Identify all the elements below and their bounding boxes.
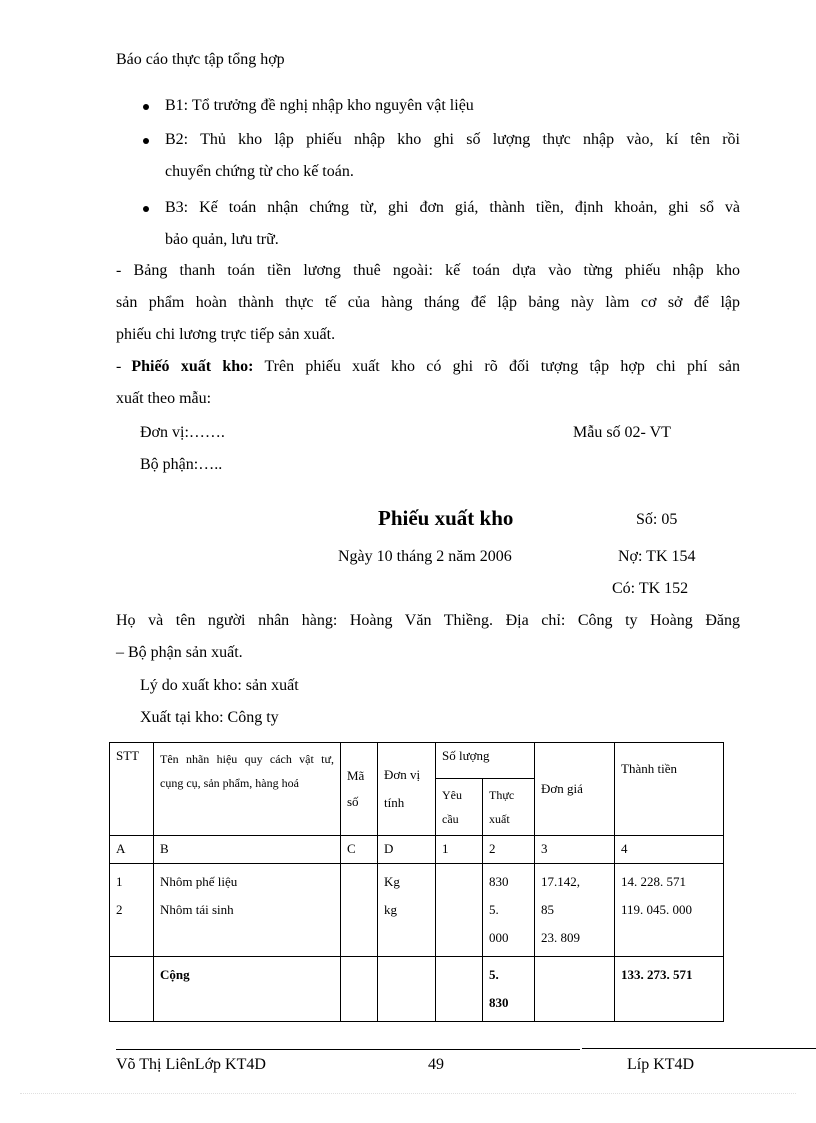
- price-2: 23. 809: [541, 930, 581, 945]
- form-number: Số: 05: [636, 511, 678, 528]
- amount-2: 119. 045. 000: [621, 902, 693, 917]
- total-stt: [110, 957, 154, 1022]
- bullet-item-b2-cont: chuyển chứng từ cho kế toán.: [165, 163, 354, 180]
- footer-rule-right: [582, 1048, 816, 1049]
- table-total-row: [110, 957, 724, 1022]
- bullet-icon: [143, 104, 149, 110]
- paragraph-wage-line1: - Bảng thanh toán tiền lương thuê ngoài: kế toán dựa vào từng phiếu nhập kho: [116, 262, 740, 279]
- header-requested: Yêu cầu: [436, 779, 483, 836]
- header-item-name: Tên nhãn hiệu quy cách vật tư, cụng cụ, sản phẩm, hàng hoá: [154, 743, 341, 836]
- header-stt: STT: [110, 743, 154, 836]
- cell-stt: [110, 864, 154, 957]
- header-amount: Thành tiền: [615, 743, 724, 836]
- export-warehouse: Xuất tại kho: Công ty: [140, 709, 279, 726]
- unit-2: kg: [384, 902, 397, 917]
- cell-amount: [615, 864, 724, 957]
- paragraph-wage-line2: sản phẩm hoàn thành thực tế của hàng tháng để lập bảng này làm cơ sở để lập: [116, 294, 740, 311]
- cell-requested: [436, 864, 483, 957]
- code-cell: 3: [535, 836, 615, 864]
- header-quantity: Số lượng: [436, 743, 535, 779]
- item-name-2: Nhôm tái sinh: [160, 902, 234, 917]
- report-header: Báo cáo thực tập tổng hợp: [116, 51, 285, 68]
- total-qty: [483, 957, 535, 1022]
- stt-2: 2: [116, 902, 123, 917]
- bullet-item-b3-cont: bảo quản, lưu trữ.: [165, 231, 279, 248]
- form-code: Mẫu số 02- VT: [573, 424, 671, 441]
- unit-1: Kg: [384, 874, 400, 889]
- code-cell: B: [154, 836, 341, 864]
- department-field: Bộ phận:…..: [140, 456, 223, 473]
- item-name-1: Nhôm phế liệu: [160, 874, 238, 889]
- footer-class: Líp KT4D: [627, 1056, 695, 1073]
- export-slip-term: Phiếó xuất kho:: [131, 358, 254, 375]
- cell-code: [341, 864, 378, 957]
- header-actual: Thực xuất: [483, 779, 535, 836]
- table-header-row: [110, 743, 724, 779]
- total-requested: [436, 957, 483, 1022]
- paragraph-export-line1: [116, 358, 740, 376]
- footer-rule-left: [116, 1049, 580, 1050]
- page-edge-dotline: [20, 1093, 796, 1094]
- total-qty-a: 5.: [489, 967, 499, 982]
- code-cell: C: [341, 836, 378, 864]
- qty-2b: 000: [489, 930, 509, 945]
- header-unit-price: Đơn giá: [535, 743, 615, 836]
- paragraph-wage-line3: phiếu chi lương trực tiếp sản xuất.: [116, 326, 336, 343]
- paragraph-export-text: [131, 358, 740, 376]
- export-slip-desc: Trên phiếu xuất kho có ghi rõ đối tượng tập hợp chi phí sản: [253, 358, 740, 375]
- total-code: [341, 957, 378, 1022]
- qty-1: 830: [489, 874, 509, 889]
- stt-1: 1: [116, 874, 123, 889]
- recipient-line1: Họ và tên người nhân hàng: Hoàng Văn Thiềng. Địa chỉ: Công ty Hoàng Đăng: [116, 612, 740, 629]
- cell-name: [154, 864, 341, 957]
- price-1b: 85: [541, 902, 555, 917]
- code-cell: 4: [615, 836, 724, 864]
- code-cell: 2: [483, 836, 535, 864]
- table-code-row: [110, 836, 724, 864]
- total-unit: [378, 957, 436, 1022]
- form-title: Phiếu xuất kho: [378, 506, 514, 530]
- bullet-item-b3: B3: Kế toán nhận chứng từ, ghi đơn giá, thành tiền, định khoản, ghi sổ và: [165, 199, 740, 216]
- total-amount: 133. 273. 571: [615, 957, 724, 1022]
- qty-2a: 5.: [489, 902, 499, 917]
- dash: -: [116, 358, 122, 375]
- header-unit: Đơn vị tính: [378, 743, 436, 836]
- code-cell: A: [110, 836, 154, 864]
- paragraph-export-line2: xuất theo mẫu:: [116, 390, 212, 407]
- cell-unit-price: [535, 864, 615, 957]
- export-reason: Lý do xuất kho: sản xuất: [140, 677, 299, 694]
- page-number: 49: [428, 1056, 444, 1073]
- unit-field: Đơn vị:…….: [140, 424, 225, 441]
- bullet-icon: [143, 138, 149, 144]
- debit-account: Nợ: TK 154: [618, 548, 696, 565]
- header-code: Mã số: [341, 743, 378, 836]
- code-cell: D: [378, 836, 436, 864]
- amount-1: 14. 228. 571: [621, 874, 687, 889]
- export-slip-table: [109, 742, 724, 1022]
- code-cell: 1: [436, 836, 483, 864]
- bullet-item-b2: B2: Thủ kho lập phiếu nhập kho ghi số lượng thực nhập vào, kí tên rồi: [165, 131, 740, 148]
- table-row: [110, 864, 724, 957]
- total-qty-b: 830: [489, 995, 509, 1010]
- total-unit-price: [535, 957, 615, 1022]
- cell-unit: [378, 864, 436, 957]
- bullet-item-b1: B1: Tổ trưởng đề nghị nhập kho nguyên vật liệu: [165, 97, 474, 114]
- bullet-icon: [143, 206, 149, 212]
- credit-account: Có: TK 152: [612, 580, 689, 597]
- recipient-line2: – Bộ phận sản xuất.: [116, 644, 243, 661]
- footer-author: Võ Thị LiênLớp KT4D: [116, 1056, 266, 1073]
- form-date: Ngày 10 tháng 2 năm 2006: [338, 548, 512, 565]
- cell-actual: [483, 864, 535, 957]
- total-label: Cộng: [154, 957, 341, 1022]
- price-1a: 17.142,: [541, 874, 581, 889]
